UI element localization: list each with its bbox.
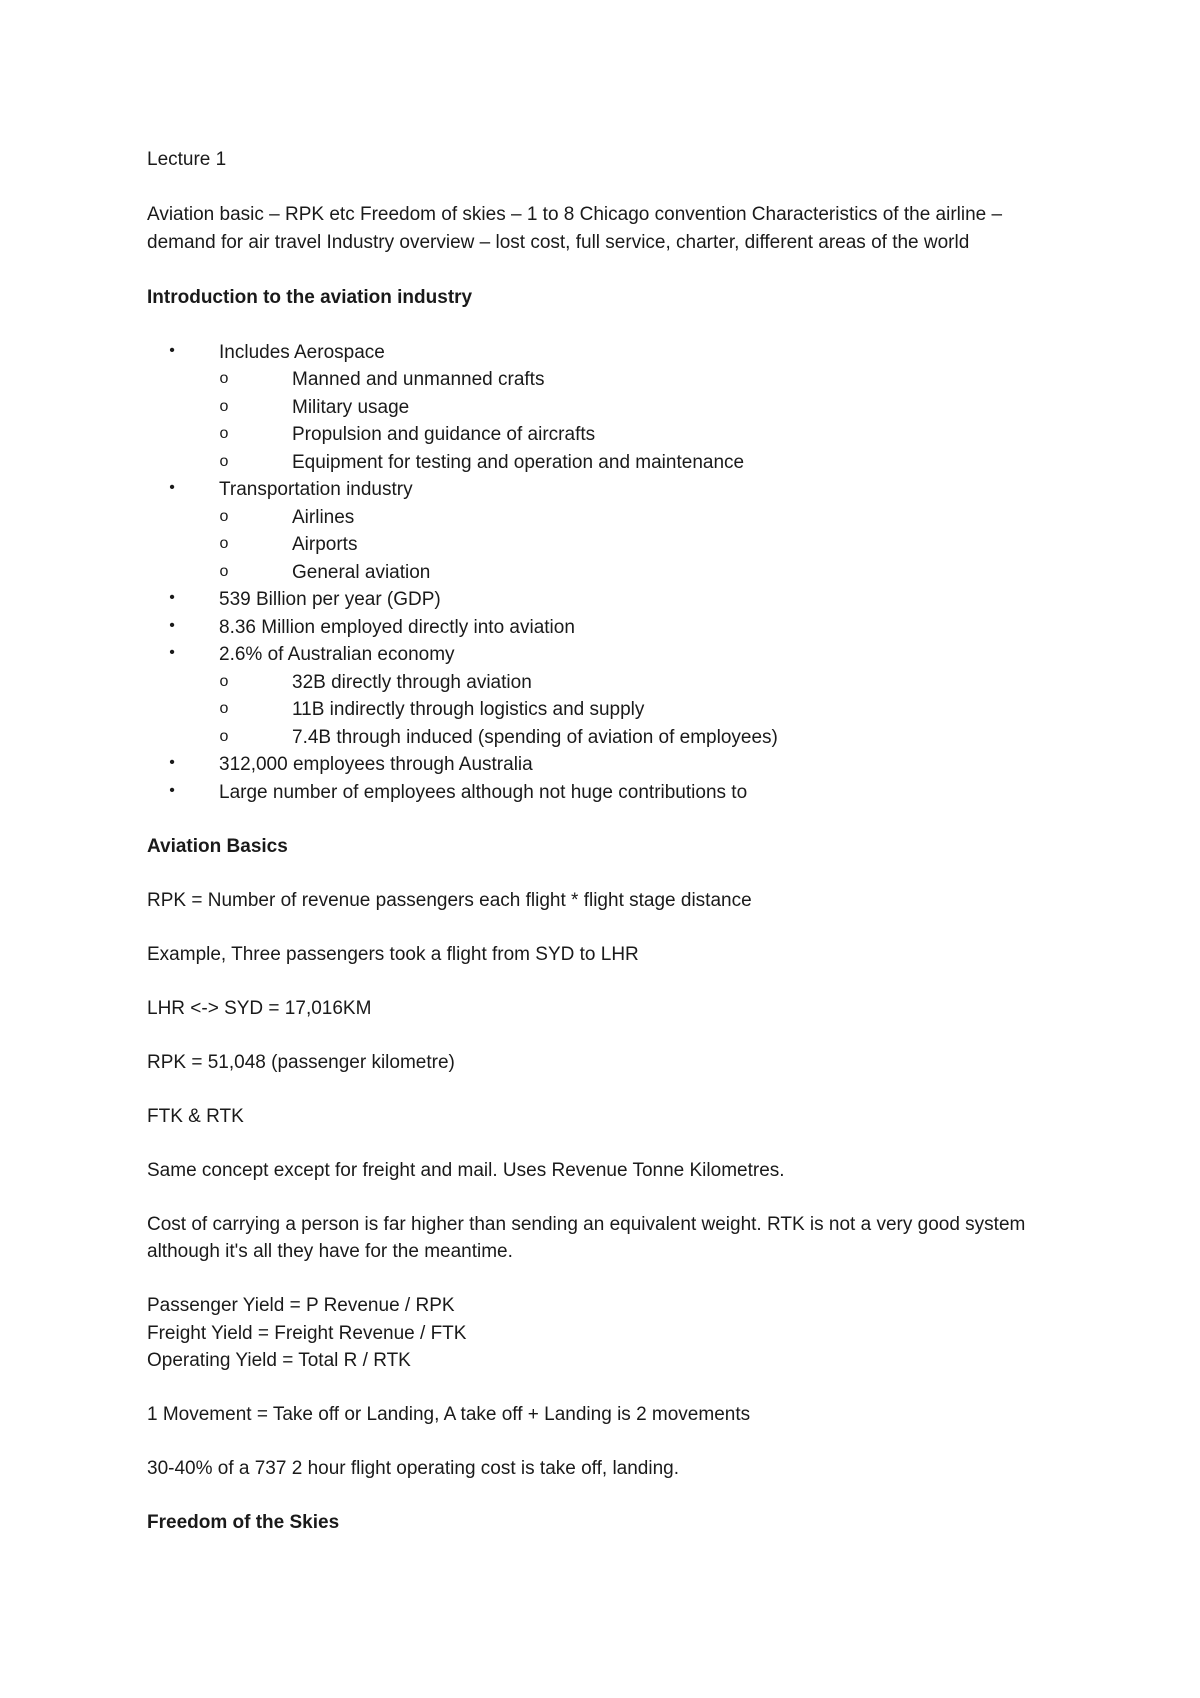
route-distance: LHR <-> SYD = 17,016KM	[147, 997, 372, 1019]
cost-note: Cost of carrying a person is far higher than sending an equivalent weight. RTK is not a very good system although it's all they have for the meantime.	[147, 1213, 1026, 1262]
sub-bullet-text: 11B indirectly through logistics and supply	[292, 699, 645, 720]
sub-bullet-item	[147, 394, 1067, 422]
bullet-icon: •	[169, 781, 175, 799]
bullet-item	[147, 779, 1067, 807]
rpk-definition: RPK = Number of revenue passengers each flight * flight stage distance	[147, 889, 752, 911]
document-body	[147, 146, 1067, 1537]
sub-bullet-item	[147, 449, 1067, 477]
bullet-text: 539 Billion per year (GDP)	[219, 589, 441, 610]
bullet-text: Includes Aerospace	[219, 341, 385, 363]
movement-definition: 1 Movement = Take off or Landing, A take off + Landing is 2 movements	[147, 1404, 751, 1425]
sub-bullet-text: Airlines	[292, 506, 355, 528]
hollow-circle-icon: o	[219, 507, 229, 525]
bullet-text: Transportation industry	[219, 479, 413, 500]
sub-bullet-item	[147, 421, 1067, 449]
sub-bullet-item	[147, 559, 1067, 587]
sub-bullet-item	[147, 724, 1067, 752]
same-concept-note: Same concept except for freight and mail. Uses Revenue Tonne Kilometres.	[147, 1159, 785, 1181]
sub-bullet-text: 7.4B through induced (spending of aviation of employees)	[292, 726, 778, 748]
sub-bullet-item	[147, 504, 1067, 532]
lecture-title: Lecture 1	[147, 149, 227, 170]
bullet-item	[147, 614, 1067, 642]
hollow-circle-icon: o	[219, 727, 229, 745]
hollow-circle-icon: o	[219, 425, 229, 442]
sub-bullet-text: Military usage	[292, 396, 410, 418]
hollow-circle-icon: o	[219, 370, 229, 387]
section-heading-freedom-of-skies: Freedom of the Skies	[147, 1512, 340, 1533]
bullet-icon: •	[169, 341, 175, 359]
sub-bullet-list	[147, 366, 1067, 476]
sub-bullet-item	[147, 669, 1067, 697]
section-heading-introduction: Introduction to the aviation industry	[147, 286, 473, 308]
bullet-text: 2.6% of Australian economy	[219, 644, 455, 665]
sub-bullet-text: Manned and unmanned crafts	[292, 369, 545, 390]
sub-bullet-item	[147, 531, 1067, 559]
sub-bullet-text: Airports	[292, 534, 358, 555]
bullet-icon: •	[169, 644, 175, 661]
hollow-circle-icon: o	[219, 397, 229, 415]
rpk-example: Example, Three passengers took a flight from SYD to LHR	[147, 943, 639, 965]
hollow-circle-icon: o	[219, 672, 229, 690]
hollow-circle-icon: o	[219, 535, 229, 552]
bullet-icon: •	[169, 616, 175, 634]
hollow-circle-icon: o	[219, 562, 229, 580]
sub-bullet-text: 32B directly through aviation	[292, 671, 532, 693]
sub-bullet-text: Equipment for testing and operation and maintenance	[292, 451, 745, 473]
sub-bullet-list	[147, 669, 1067, 752]
bullet-item	[147, 476, 1067, 586]
sub-bullet-text: Propulsion and guidance of aircrafts	[292, 424, 596, 445]
passenger-yield: Passenger Yield = P Revenue / RPK	[147, 1295, 455, 1316]
bullet-item	[147, 586, 1067, 614]
operating-yield: Operating Yield = Total R / RTK	[147, 1350, 411, 1371]
yield-formulas	[147, 1292, 1067, 1375]
ftk-rtk-label: FTK & RTK	[147, 1105, 244, 1127]
freight-yield: Freight Yield = Freight Revenue / FTK	[147, 1322, 467, 1344]
hollow-circle-icon: o	[219, 700, 229, 717]
operating-cost-share: 30-40% of a 737 2 hour flight operating cost is take off, landing.	[147, 1458, 679, 1479]
sub-bullet-list	[147, 504, 1067, 587]
bullet-item	[147, 641, 1067, 751]
bullet-list	[147, 339, 1067, 807]
section-heading-aviation-basics: Aviation Basics	[147, 835, 288, 857]
bullet-text: 312,000 employees through Australia	[219, 754, 533, 775]
bullet-text: Large number of employees although not huge contributions to	[219, 781, 748, 803]
bullet-icon: •	[169, 589, 175, 606]
sub-bullet-item	[147, 366, 1067, 394]
bullet-icon: •	[169, 754, 175, 771]
hollow-circle-icon: o	[219, 452, 229, 470]
sub-bullet-text: General aviation	[292, 561, 431, 583]
sub-bullet-item	[147, 696, 1067, 724]
rpk-result: RPK = 51,048 (passenger kilometre)	[147, 1051, 455, 1073]
bullet-item	[147, 339, 1067, 477]
bullet-icon: •	[169, 479, 175, 496]
bullet-item	[147, 751, 1067, 779]
bullet-text: 8.36 Million employed directly into aviation	[219, 616, 575, 638]
intro-paragraph: Aviation basic – RPK etc Freedom of skies – 1 to 8 Chicago convention Characteristics of the airline – demand for air travel Industry overview – lost cost, full service, charter, different areas of the world	[147, 204, 1003, 253]
